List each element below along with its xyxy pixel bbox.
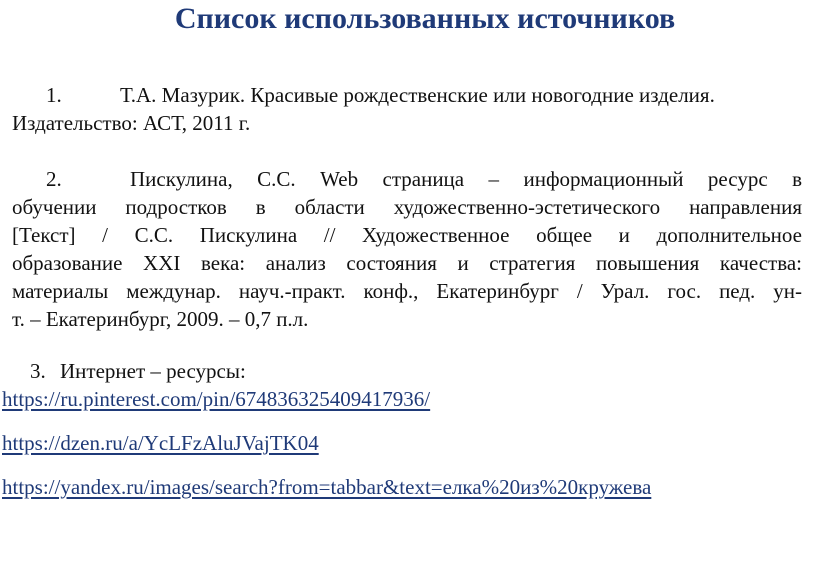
list-item-2-first-line: [12, 166, 802, 192]
list-item-text: Т.А. Мазурик. Красивые рождественские или новогодние изделия.: [120, 83, 715, 107]
list-item-text: обучении подростков в области художественно-эстетического направления: [12, 195, 802, 219]
list-item-text: [Текст] / С.С. Пискулина // Художественное общее и дополнительное: [12, 223, 802, 247]
list-item-text: т. – Екатеринбург, 2009. – 0,7 п.л.: [12, 307, 309, 331]
list-item-1-first-line: [12, 82, 715, 108]
link-dzen[interactable]: https://dzen.ru/a/YcLFzAluJVajTK04: [2, 431, 319, 455]
link-pinterest[interactable]: https://ru.pinterest.com/pin/674836325409417936/: [2, 387, 431, 411]
link-yandex-images[interactable]: https://yandex.ru/images/search?from=tabbar&text=елка%20из%20кружева: [2, 475, 652, 499]
list-item-number: 3.: [30, 359, 46, 383]
list-item-text: материалы междунар. науч.-практ. конф., Екатеринбург / Урал. гос. пед. ун-: [12, 279, 802, 303]
list-item-text: Интернет – ресурсы:: [60, 359, 246, 383]
page-title: Список использованных источников: [174, 2, 676, 35]
list-item-text: Издательство: АСТ, 2011 г.: [12, 111, 251, 135]
list-item-3-line: [12, 358, 246, 384]
list-item-number: 1.: [46, 83, 62, 107]
list-item-text: образование XXI века: анализ состояния и стратегия повышения качества:: [12, 251, 802, 275]
list-item-text: Пискулина, С.С. Web страница – информационный ресурс в: [130, 167, 802, 191]
list-item-number: 2.: [46, 167, 62, 191]
